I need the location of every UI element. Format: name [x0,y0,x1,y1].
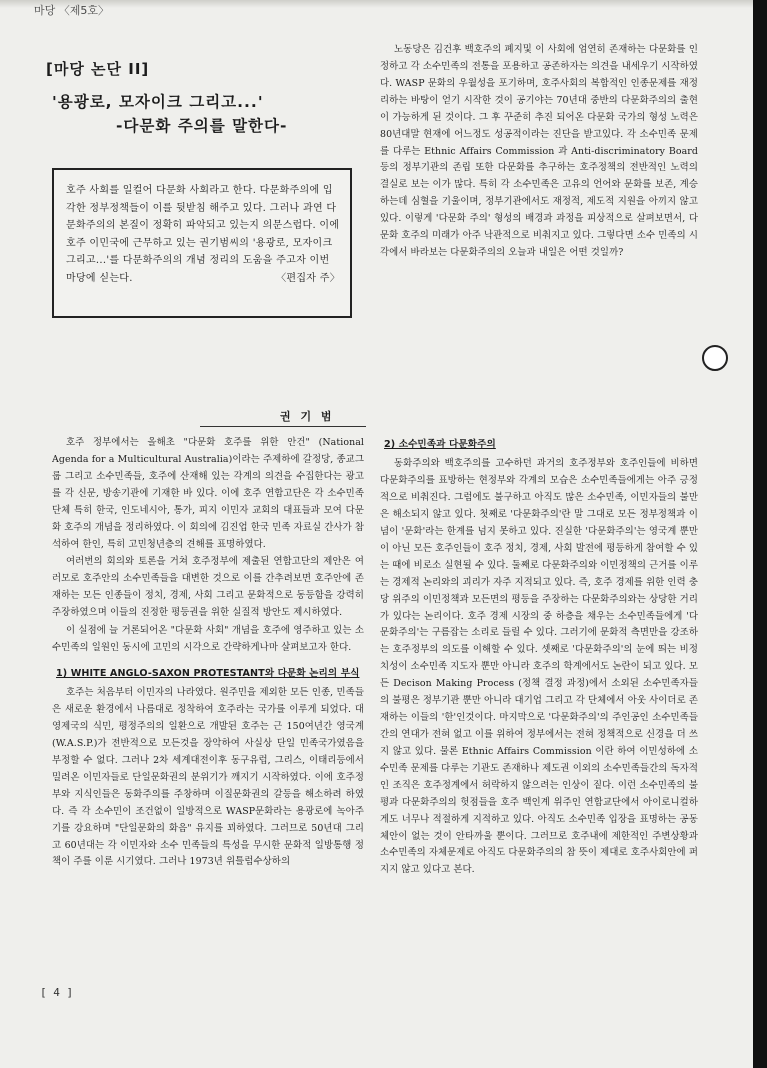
author-name: 권 기 범 [280,410,335,423]
article-subtitle: -다문화 주의를 말한다- [116,117,288,135]
section-heading-1: 1) WHITE ANGLO-SAXON PROTESTANT와 다문화 논리의 부식 [56,667,360,679]
paragraph: 노동당은 김건후 백호주의 폐지및 이 사회에 엄연히 존재하는 다문화를 인정하고 각 소수민족의 전통을 포용하고 공존하자는 의견을 내세우기 시작하였다. WASP 문화의 우월성을 포기하며, 호주사회의 복합적인 인종문제를 재정리하는 바탕이 얻기 시작한 것이 공기야는 70년대 중반의 다문화주의의 출현이 가능하게 된 것이다. 그 후 꾸준히 추진 되어온 다문화 국가의 형성 노력은 80년대말 현재에 어느정도 성공적이라는 진단을 받고있다. 각 소수민족 문제를 다루는 Ethnic Affairs Commission 과 Anti-discriminatory Board 등의 정부기관의 존립 또한 다문화를 추구하는 호주정책의 전반적인 노력의 결실로 보는 이가 많다. 특히 각 소수민족은 고유의 언어와 문화를 보존, 계승하는데 심혈을 기울이며, 정부기관에서도 재정적, 제도적 지원을 아끼지 않고 있다. 이렇게 '다문화 주의' 형성의 배경과 과정을 피상적으로 살펴보면서, 다문화 호주의 미래가 아주 낙관적으로 비춰지고 있다. 그렇다면 소수 민족의 시각에서 바라보는 다문화주의의 오늘과 내일은 어떤 것일까? [380,44,698,259]
section-heading-2: 2) 소수민족과 다문화주의 [384,439,496,450]
publication-mark: 마당 〈제5호〉 [34,4,109,17]
paragraph: 이 실점에 늘 거론되어온 "다문화 사회" 개념을 호주에 영주하고 있는 소수민족의 일원인 동시에 고민의 시각으로 간략하게나마 살펴보고자 한다. [52,625,364,654]
scan-shadow-top [0,0,767,8]
editor-note-body: 호주 사회를 일컬어 다문화 사회라고 한다. 다문화주의에 입각한 정부정책들이 이를 뒷받침 해주고 있다. 그러나 과연 다문화주의의 본질이 정확히 파악되고 있는지 의문스럽다. 이에 호주 이민국에 근무하고 있는 권기범씨의 '용광로, 모자이크 그리고...'를 다문화주의의 개념 정리의 도움을 주고자 이번 마당에 싣는다. [66,185,340,284]
right-column-top [380,42,698,372]
scan-border-right [753,0,767,1068]
section-tag: [마당 논단 II] [46,60,150,78]
editor-note-box [52,168,352,318]
right-column-bottom [380,428,698,968]
editor-note-signature: 〈편집자 주〉 [276,272,340,284]
paragraph: 동화주의와 백호주의를 고수하던 과거의 호주정부와 호주인들에 비하면 다문화주의를 표방하는 현정부와 각계의 모습은 소수민족들에게는 아주 긍정적으로 비춰진다. 그럼에도 불구하고 아직도 많은 소수민족, 이민자들의 불만은 해소되지 않고 있다. 첫째로 '다문화주의'란 말 그대로 모든 정부정책과 이념이 '문화'라는 한계를 넘지 못하고 있다. 진실한 '다문화주의'는 영국계 뿐만이 아닌 모든 호주인들이 호주 정치, 경제, 사회 발전에 평등하게 참여할 수 있는 때에 비로소 실현될 수 있다. 둘째로 다문화주의와 이민정책의 근거를 이루는 경제적 논리와의 괴리가 자주 지적되고 있다. 즉, 호주 경제를 위한 인력 충당 위주의 이민정책과 모든면의 평등을 주장하는 다문화주의와는 상당한 거리가 있다는 논리이다. 호주 경제 시장의 중 하층을 채우는 소수민족들에게 '다문화주의'는 구름잡는 소리로 들릴 수 있다. 그러기에 문화적 측면만을 강조하는 호주정부의 의도를 이해할 수 있다. 셋째로 '다문화주의'의 눈에 띄는 비정치성이 소수민족 지도자 뿐만 아니라 호주의 학계에서도 논란이 되고 있다. 모든 Decison Making Process (정책 결정 과정)에서 소외된 소수민족자들의 불평은 정부기관 뿐만 아니라 대기업 그리고 각 단체에서 아웃 사이더로 존재하는 이들의 '한'인것이다. 마지막으로 '다문화주의'의 주인공인 소수민족들간의 연대가 전혀 없고 이를 위하여 정부에서는 전혀 정책적으로 신경을 더 쓰지 않고 있다. 물론 Ethnic Affairs Commission 이란 하여 이민성하에 소수민족 문제를 다루는 기관도 존재하나 제도권 이외의 소수민족들간의 독자적인 조직은 호주정계에서 허락하지 않으려는 인상이 짙다. 이런 소수민족의 불평과 다문화주의의 헛점들을 호주 백인계 위주인 연합교단에서 아이로니컬하게도 너무나 적절하게 지적하고 있다. 아직도 소수민족 입장을 표명하는 공동체안이 없는 것이 안타까울 뿐이다. 그러므로 호주내에 제한적인 주변상황과 소수민족의 자체문제로 아직도 다문화주의의 참 뜻이 제대로 호주사회안에 퍼지지 않고 있다고 본다. [380,458,698,876]
article-title: '용광로, 모자이크 그리고...' [52,93,264,111]
paragraph: 여러번의 회의와 토론을 거쳐 호주정부에 제출된 연합고단의 제안은 여러모로 호주안의 소수민족들을 대변한 것으로 이를 간추려보면 호주안에 존재하는 모든 인종들이 정치, 경제, 사회 그리고 문화적으로 동등함을 강력히 주장하였으며 이들의 진정한 평등권을 위한 실질적 방안도 제시하였다. [52,556,364,619]
page-number: [ 4 ] [40,986,74,999]
left-column [52,435,364,955]
paragraph: 호주는 처음부터 이민자의 나라였다. 원주민을 제외한 모든 인종, 민족들은 새로운 환경에서 나름대로 정착하여 호주라는 국가를 이루게 되었다. 대영제국의 식민, 평정주의의 일환으로 개발된 호주는 근 150여년간 영국계(W.A.S.P.)가 전반적으로 모든것을 장악하여 사실상 단일 민족국가였음을 부정할 수 없다. 그러나 2차 세계대전이후 동구유럽, 그리스, 이태리등에서 밀려온 이민자들로 단일문화권의 분위기가 깨지기 시작하였다. 이에 호주정부와 지식인들은 동화주의를 주창하며 이질문화권의 갈등을 해소하려 하였다. 즉 각 소수민이 조건없이 일방적으로 WASP문화라는 용광로에 녹아주기를 강요하며 "단일문화의 화음" 유지를 꾀하였다. 그러므로 50년대 그리고 60년대는 각 이민자와 소수 민족들의 특성을 무시한 문화적 일방통행 정책이 주를 이룬 시기였다. 그러나 1973년 위틀럼수상하의 [52,687,364,868]
paragraph: 호주 정부에서는 올해초 "다문화 호주를 위한 안건" (National Agenda for a Multicultural Australia)이라는 주제하에 갈정당, 종교그룹 그리고 소수민족들, 호주에 산재해 있는 각계의 의견을 수집한다는 광고를 각 신문, 방송기관에 기재한 바 있다. 이에 호주 연합고단은 각 소수민족단체 특히 한국, 인도네시아, 통가, 피지 이민자 교회의 대표들과 모여 다문화 호주의 개념을 정리하였다. 이 회의에 김진업 한국 민족 자료실 간사가 참석하여 한인, 특히 고민청년층의 견해를 표명하였다. [52,437,364,550]
binder-hole-upper [702,345,728,371]
author-divider [200,426,366,427]
